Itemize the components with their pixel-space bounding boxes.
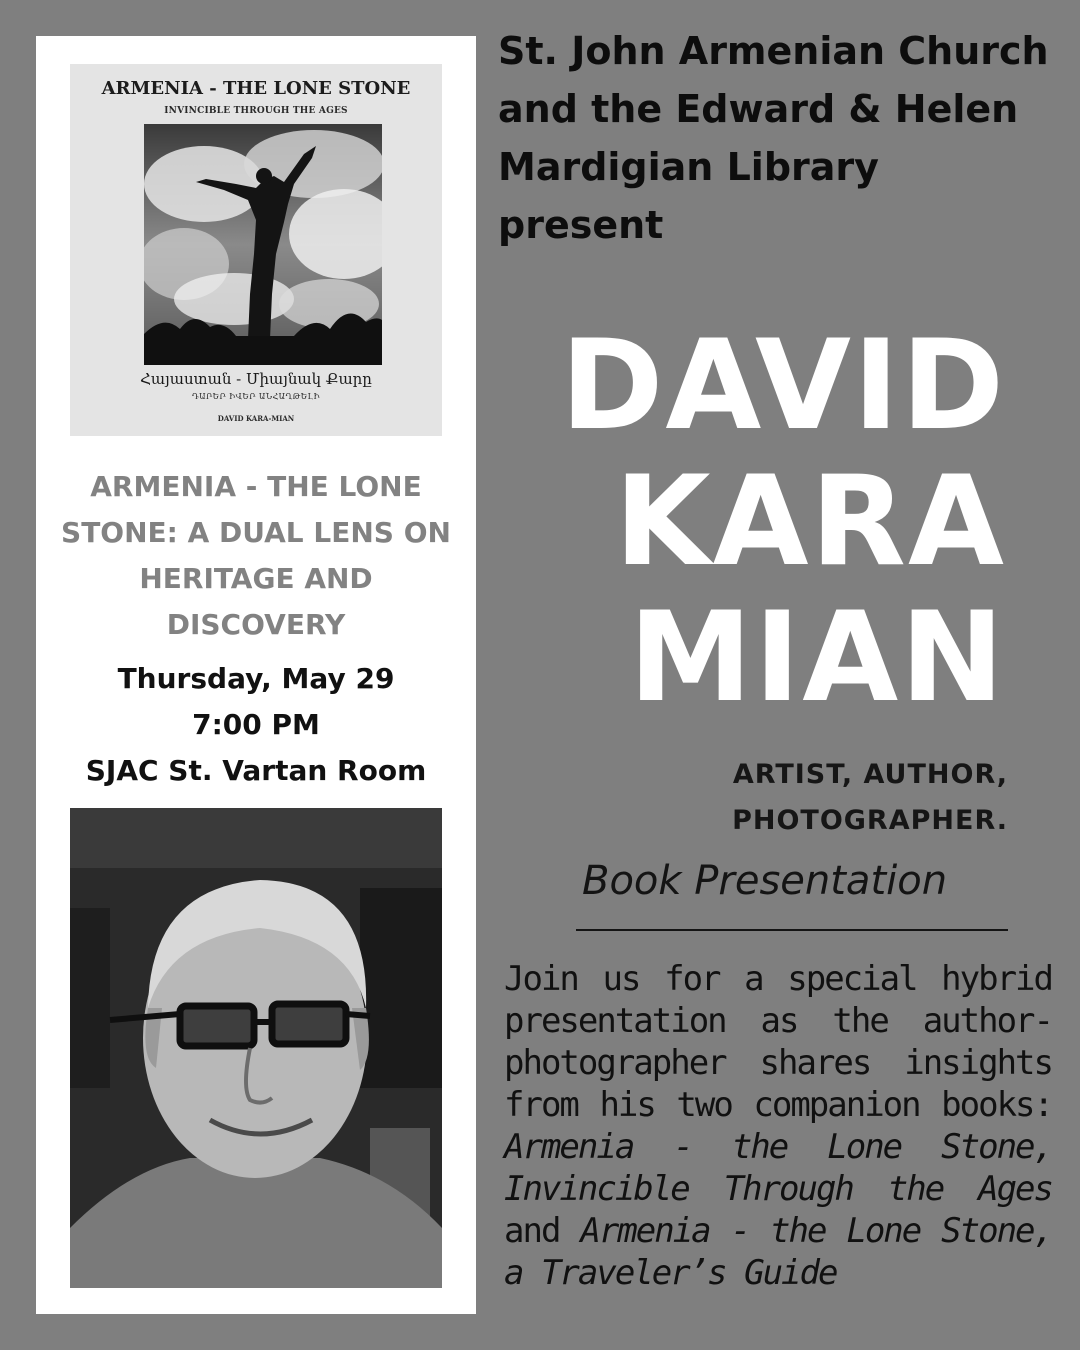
description-book-one: Armenia - the Lone Stone, Invincible Through the Ages [504,1127,1052,1209]
event-location: SJAC St. Vartan Room [85,754,427,787]
presenters-line: Mardigian Library [498,145,879,189]
speaker-name-line: KARA [614,450,1006,594]
book-cover-title: ARMENIA - THE LONE STONE [101,78,411,99]
presenters-line: and the Edward & Helen [498,87,1019,131]
book-cover-armenian-subtitle: ԴԱՐԵՐ ԻՎԵՐ ԱՆՀԱՂԹԵԼԻ [192,392,320,401]
left-panel [36,36,476,1314]
book-cover-author: DAVID KARA-MIAN [217,414,295,423]
statue-photo [144,124,382,365]
book-cover-subtitle: INVINCIBLE THROUGH THE AGES [164,106,348,116]
presenters-line: St. John Armenian Church [498,29,1049,73]
presenters-heading [498,22,1058,254]
event-time: 7:00 PM [192,708,320,741]
event-details [36,656,476,794]
description-intro: Join us for a special hybrid presentation as the author-photographer shares insights from his two companion books: [504,959,1052,1125]
book-cover-image [70,64,442,436]
author-portrait-illustration [70,808,442,1288]
description-book-two: Armenia - the Lone Stone, a Traveler’s Guide [504,1211,1052,1293]
presentation-label: Book Presentation [582,858,948,904]
speaker-roles [732,752,1008,844]
divider [576,929,1008,931]
speaker-role-line: ARTIST, AUTHOR, [732,759,1008,790]
speaker-name-line: MIAN [628,586,1006,730]
event-date: Thursday, May 29 [117,662,395,695]
book-cover-armenian-title: Հայաստան - Միայնակ Քարը [140,370,372,388]
author-portrait [70,808,442,1288]
event-description [504,958,1052,1294]
speaker-name-line: DAVID [560,314,1006,458]
statue-illustration [144,124,382,365]
presenters-line: present [498,203,664,247]
speaker-role-line: PHOTOGRAPHER. [732,805,1008,836]
description-conjunction: and [504,1211,581,1251]
event-title: ARMENIA - THE LONE STONE: A DUAL LENS ON HERITAGE AND DISCOVERY [61,470,451,641]
speaker-name [560,314,1006,730]
